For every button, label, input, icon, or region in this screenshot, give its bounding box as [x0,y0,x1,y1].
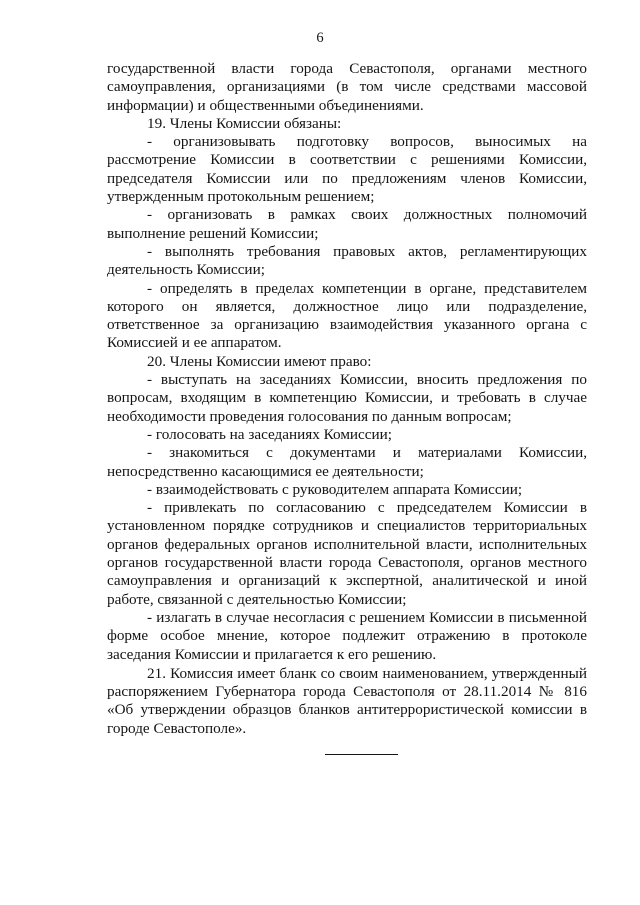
right-item: - выступать на заседаниях Комиссии, вносить предложения по вопросам, входящим в компетенцию Комиссии, и требовать в случае необходимости проведения голосования по данным вопросам; [107,371,587,425]
right-item: - взаимодействовать с руководителем аппарата Комиссии; [147,480,523,498]
duty-item: - организовывать подготовку вопросов, выносимых на рассмотрение Комиссии в соответствии с решениями Комиссии, председателя Комиссии или по предложениям членов Комиссии, утвержденным протокольным решением; [107,133,587,206]
duty-item: - организовать в рамках своих должностных полномочий выполнение решений Комиссии; [107,206,587,242]
closing-rule [325,754,398,755]
duty-item: - определять в пределах компетенции в органе, представителем которого он является, должностное лицо или подразделение, ответственное за организацию взаимодействия указанного органа с Комиссией и ее аппаратом. [107,279,587,352]
clause-21: 21. Комиссия имеет бланк со своим наименованием, утвержденный распоряжением Губернатора города Севастополя от 28.11.2014 № 816 «Об утверждении образцов бланков антитеррористической комиссии в городе Севастополе». [107,664,587,737]
clause-20-heading: 20. Члены Комиссии имеют право: [147,352,372,370]
right-item: - привлекать по согласованию с председателем Комиссии в установленном порядке сотрудников и специалистов территориальных органов федеральных органов исполнительной власти, исполнительных органов государственной власти города Севастополя, органов местного самоуправления и организаций к экспертной, аналитической и иной работе, связанной с деятельностью Комиссии; [107,499,587,608]
page-number: 6 [316,30,324,46]
document-body [107,60,587,738]
right-item: - знакомиться с документами и материалами Комиссии, непосредственно касающимися ее деятельности; [107,444,587,480]
duty-item: - выполнять требования правовых актов, регламентирующих деятельность Комиссии; [107,242,587,279]
right-item: - голосовать на заседаниях Комиссии; [147,425,393,443]
right-item: - излагать в случае несогласия с решением Комиссии в письменной форме особое мнение, которое подлежит отражению в протоколе заседания Комиссии и прилагается к его решению. [107,608,587,663]
clause-19-heading: 19. Члены Комиссии обязаны: [147,114,342,132]
paragraph-continuation: государственной власти города Севастополя, органами местного самоуправления, организациями (в том числе средствами массовой информации) и общественными объединениями. [107,60,587,114]
